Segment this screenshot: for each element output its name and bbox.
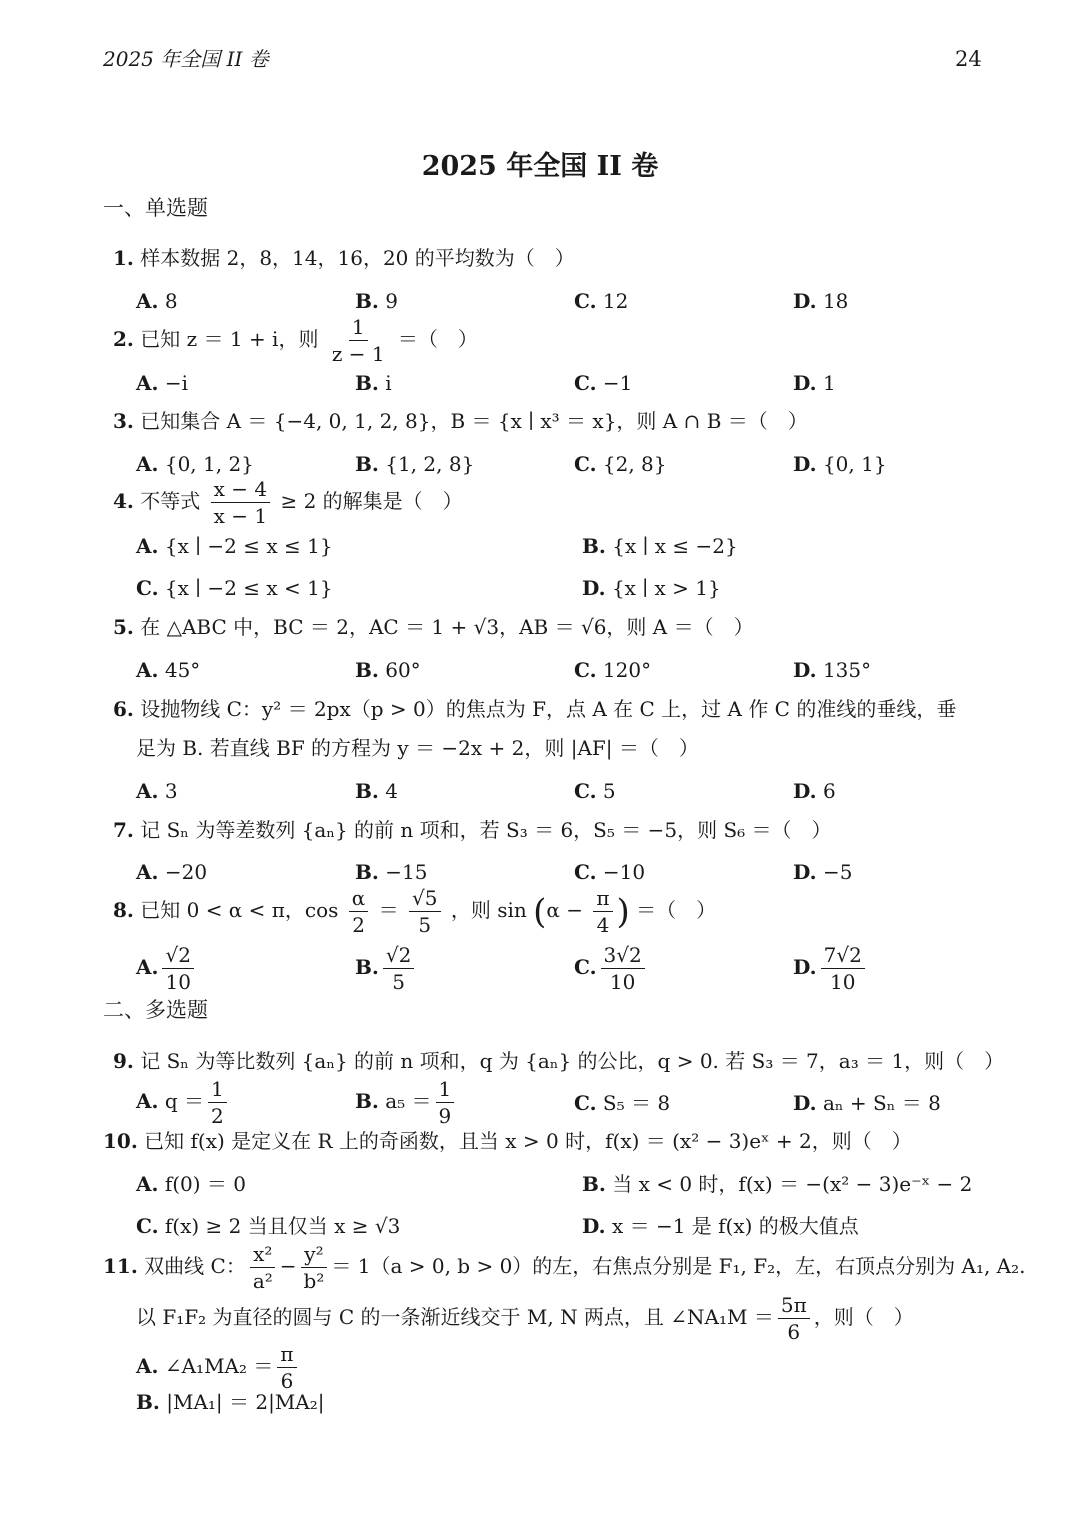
option-b: B. 4 bbox=[355, 779, 398, 803]
question-6-continued: 足为 B. 若直线 BF 的方程为 y ＝ −2x + 2，则 |AF| ＝（ ） bbox=[136, 736, 699, 760]
fraction: $\frac{\text{x²}}{\text{a²}}$ bbox=[250, 1243, 276, 1292]
fraction: $\frac{√5}{5}$ bbox=[409, 887, 440, 936]
option-c: C. {2, 8} bbox=[574, 452, 667, 476]
option-a: A. {0, 1, 2} bbox=[136, 452, 254, 476]
option-b: B. 当 x < 0 时，f(x) ＝ −(x² − 3)e⁻ˣ − 2 bbox=[582, 1172, 973, 1196]
option-c: C. 120° bbox=[574, 658, 652, 682]
question-1: 1. 样本数据 2，8，14，16，20 的平均数为（ ） bbox=[113, 246, 575, 270]
question-11: 11. 双曲线 C： $\frac{\text{x²}}{\text{a²}}$ − $\frac{\text{y²}}{\text{b²}}$ ＝ 1（a > 0, b > 0）的左，右焦点分别是 F₁, F₂，左，右顶点分别为 A₁, A₂. bbox=[103, 1242, 1026, 1293]
option-d: D. $\frac{7√2}{10}$ bbox=[793, 944, 869, 993]
page-number: 24 bbox=[955, 47, 982, 71]
fraction: $\frac{\alpha}{2}$ bbox=[349, 887, 369, 936]
option-d: D. 6 bbox=[793, 779, 836, 803]
fraction: $\frac{5\pi}{6}$ bbox=[778, 1294, 810, 1343]
option-d: D. 135° bbox=[793, 658, 872, 682]
option-d: D. {0, 1} bbox=[793, 452, 887, 476]
question-4: 4. 不等式 $\frac{x - 4}{x - 1}$ ≥ 2 的解集是（ ） bbox=[113, 477, 463, 528]
option-b: B. {1, 2, 8} bbox=[355, 452, 475, 476]
option-b: B. 60° bbox=[355, 658, 421, 682]
running-header: 2025 年全国 II 卷 bbox=[103, 47, 269, 71]
option-a: A. −i bbox=[136, 371, 188, 395]
option-a: A. 3 bbox=[136, 779, 178, 803]
option-c: C. −10 bbox=[574, 860, 646, 884]
option-b: B. −15 bbox=[355, 860, 428, 884]
fraction: $\frac{x - 4}{x - 1}$ bbox=[211, 478, 270, 527]
option-c: C. S₅ ＝ 8 bbox=[574, 1091, 671, 1115]
question-7: 7. 记 Sₙ 为等差数列 {aₙ} 的前 n 项和，若 S₃ ＝ 6，S₅ ＝ −5，则 S₆ ＝（ ） bbox=[113, 818, 832, 842]
option-c: C. {x ∣ −2 ≤ x < 1} bbox=[136, 576, 333, 600]
option-d: D. 1 bbox=[793, 371, 836, 395]
option-c: C. f(x) ≥ 2 当且仅当 x ≥ √3 bbox=[136, 1214, 401, 1238]
option-a: A. −20 bbox=[136, 860, 208, 884]
question-10: 10. 已知 f(x) 是定义在 R 上的奇函数，且当 x > 0 时，f(x) ＝ (x² − 3)eˣ + 2，则（ ） bbox=[103, 1129, 912, 1153]
option-b: B. |MA₁| ＝ 2|MA₂| bbox=[136, 1390, 325, 1414]
page-title: 2025 年全国 II 卷 bbox=[421, 151, 659, 182]
fraction: $\frac{1}{z - 1}$ bbox=[331, 315, 385, 366]
option-c: C. −1 bbox=[574, 371, 633, 395]
question-8: 8. 已知 0 < α < π，cos $\frac{\alpha}{2}$ ＝ $\frac{√5}{5}$ ，则 sin (α − $\frac{\pi}{4}$ ) ＝（ ） bbox=[113, 886, 717, 937]
question-9: 9. 记 Sₙ 为等比数列 {aₙ} 的前 n 项和，q 为 {aₙ} 的公比，q > 0. 若 S₃ ＝ 7，a₃ ＝ 1，则（ ） bbox=[113, 1049, 1005, 1073]
option-d: D. x ＝ −1 是 f(x) 的极大值点 bbox=[582, 1214, 859, 1238]
question-2: 2. 已知 z ＝ 1 + i，则 $\frac{1}{z - 1}$ ＝（ ） bbox=[113, 315, 478, 366]
option-a: A. f(0) ＝ 0 bbox=[136, 1172, 247, 1196]
question-text: 样本数据 2，8，14，16，20 的平均数为（ ） bbox=[140, 246, 575, 270]
fraction: $\frac{\pi}{4}$ bbox=[593, 887, 612, 936]
option-d: D. {x ∣ x > 1} bbox=[582, 576, 721, 600]
option-b: B. $\frac{√2}{5}$ bbox=[355, 944, 418, 993]
option-a: A. 8 bbox=[136, 289, 178, 313]
question-6: 6. 设抛物线 C：y² ＝ 2px（p > 0）的焦点为 F，点 A 在 C 上，过 A 作 C 的准线的垂线，垂 bbox=[113, 697, 957, 721]
option-a: A. ∠A₁MA₂ ＝ $\frac{\pi}{6}$ bbox=[136, 1343, 301, 1392]
question-11-continued: 以 F₁F₂ 为直径的圆与 C 的一条渐近线交于 M, N 两点，且 ∠NA₁M ＝ $\frac{5\pi}{6}$ ，则（ ） bbox=[136, 1293, 914, 1344]
option-b: B. a₅ ＝ $\frac{1}{9}$ bbox=[355, 1078, 458, 1127]
option-a: A. {x ∣ −2 ≤ x ≤ 1} bbox=[136, 534, 333, 558]
option-b: B. {x ∣ x ≤ −2} bbox=[582, 534, 738, 558]
question-5: 5. 在 △ABC 中，BC ＝ 2，AC ＝ 1 + √3，AB ＝ √6，则 A ＝（ ） bbox=[113, 615, 754, 639]
option-d: D. −5 bbox=[793, 860, 853, 884]
option-d: D. aₙ + Sₙ ＝ 8 bbox=[793, 1091, 941, 1115]
option-b: B. i bbox=[355, 371, 392, 395]
option-c: C. 12 bbox=[574, 289, 629, 313]
option-c: C. $\frac{3√2}{10}$ bbox=[574, 944, 649, 993]
option-d: D. 18 bbox=[793, 289, 849, 313]
option-a: A. q ＝ $\frac{1}{2}$ bbox=[136, 1078, 231, 1127]
option-c: C. 5 bbox=[574, 779, 616, 803]
option-a: A. $\frac{√2}{10}$ bbox=[136, 944, 198, 993]
fraction: $\frac{\text{y²}}{\text{b²}}$ bbox=[301, 1243, 328, 1292]
section-multi-choice: 二、多选题 bbox=[103, 998, 208, 1022]
option-a: A. 45° bbox=[136, 658, 201, 682]
section-single-choice: 一、单选题 bbox=[103, 196, 208, 220]
question-3: 3. 已知集合 A ＝ {−4, 0, 1, 2, 8}，B ＝ {x ∣ x³ ＝ x}，则 A ∩ B ＝（ ） bbox=[113, 409, 808, 433]
option-b: B. 9 bbox=[355, 289, 398, 313]
